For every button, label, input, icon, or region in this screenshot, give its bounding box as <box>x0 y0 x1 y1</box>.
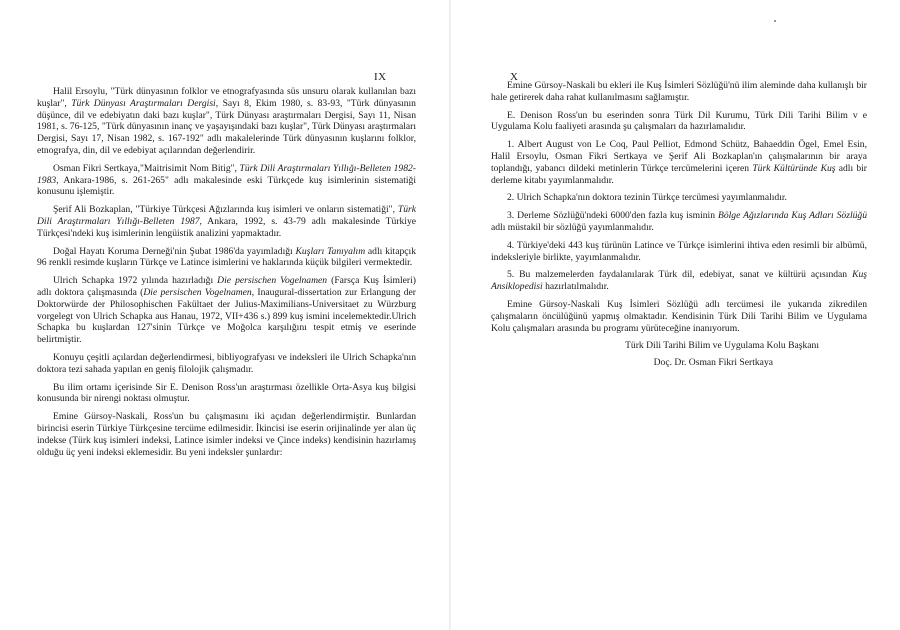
text-run: adlı bir derleme kitabı yayımlanmalıdır. <box>491 162 867 186</box>
italic-title: Kuşları Tanıyalım <box>295 245 366 257</box>
paragraph <box>491 110 867 134</box>
text-run: Ankara-1986, s. 261-265" adlı makalesinde eski Türkçede kuş isimlerinin sistematiği konusunu işlemiştir. <box>37 174 416 198</box>
paragraph <box>491 80 867 104</box>
paragraph <box>491 240 867 264</box>
text-run: adlı kitapçık 96 renkli resimde kuşların Türkçe ve Latince isimlerini ve haklarında küçük bilgileri vermektedir. <box>37 245 416 269</box>
paragraph <box>37 352 416 376</box>
paragraph <box>491 192 867 204</box>
text-run: Emine Gürsoy-Naskali, Ross'un bu çalışmasını iki açıdan değerlendirmiştir. Bunlardan birincisi eserin Türkiye Türkçesine tercüme edilmesidir. İkincisi ise eserin orijinalinde yer alan üç indekse (Türk kuş isimleri indeksi, Latince isimler indeksi ve Çince indeks) kendisinin hazırlamış olduğu üç yeni indeksi eklemesidir. Bu yeni indeksler şunlardır: <box>37 411 416 458</box>
text-run: Sayı 8, Ekim 1980, s. 83-93, "Türk dünyasının düşünce, dil ve edebiyatın daki bazı kuşlar", Türk Dünyası araştırmaları Dergisi, Sayı 11, Nisan 1981, s. 76-125, "Türk dünyasının inanç ve yaşayışındaki bazı kuşlar", Türk Dünyası araştırmaları Dergisi, Sayı 17, Nisan 1982, s. 167-192" adlı makalelerinde Türk dünyasının kuşlarını folklor, etnografya, din, dil ve edebiyat açılarından değerlendirir. <box>37 97 416 156</box>
text-run: 2. Ulrich Schapka'nın doktora tezinin Türkçe tercümesi yayımlanmalıdır. <box>507 192 787 204</box>
text-run: Halil Ersoylu, "Türk dünyasının folklor ve etnografyasında süs unsuru olarak kullanılan bazı kuşlar", <box>37 86 416 109</box>
text-run: Osman Fikri Sertkaya,"Maitrisimit Nom Bitig", <box>53 162 240 174</box>
text-run: 5. Bu malzemelerden faydalanılarak Türk dil, edebiyat, sanat ve kültürü açısından <box>507 269 853 281</box>
italic-title: Bölge Ağızlarında Kuş Adları Sözlüğü <box>717 210 868 222</box>
scan-speck <box>774 20 776 22</box>
text-run: Doğal Hayatı Koruma Derneği'nin Şubat 1986'da yayımladığı <box>53 245 296 257</box>
text-run: Bu ilim ortamı içerisinde Sir E. Denison Ross'un araştırması özellikle Orta-Asya kuş bilgisi konusunda bir nirengi noktası olmuştur. <box>37 381 416 405</box>
text-run: Şerif Ali Bozkaplan, "Türkiye Türkçesi Ağızlarında kuş isimleri ve onların sistematiği", <box>53 204 398 216</box>
paragraph <box>37 163 416 198</box>
paragraph <box>491 269 867 293</box>
page-number-left: IX <box>374 71 387 83</box>
signature-name: Doç. Dr. Osman Fikri Sertkaya <box>653 357 773 369</box>
right-page <box>450 0 900 630</box>
italic-title: Türk Dili Araştırmaları Yıllığı-Belleten 1982-1983, <box>37 162 416 186</box>
paragraph <box>491 299 867 334</box>
italic-title: Türk Kültüründe Kuş <box>752 162 836 174</box>
text-run: (Farsça Kuş İsimleri) adlı doktora çalışmasında ( <box>37 275 416 298</box>
text-run: Konuyu çeşitli açılardan değerlendirmesi, bibliyografyası ve indeksleri ile Ulrich Schapka'nın doktora tezi sahada yapılan en geniş filolojik çalışmadır. <box>37 351 416 375</box>
paragraph <box>491 210 867 234</box>
text-run: Ankara, 1992, s. 43-79 adlı makalesinde Türkiye Türkçesi'ndeki kuş isimlerinin lengüistik analizini yapmaktadır. <box>37 215 416 239</box>
text-run: Inaugural-dissertation zur Erlangung der Doktorwürde der Philosophischen Fakültaet der Julius-Maximilians-Universitaet zu Würzburg vorgelegt von Ulrich Schapka aus Hanau, 1972, VII+436 s.) 899 kuş ismini incelemektedir.Ulrich Schapka bu kuşlardan 127'sinin Türkçe ve Moğolca karşılığını tespit etmiş ve eserinde belirtmiştir. <box>37 286 416 346</box>
italic-title: Die persischen Vogelnamen <box>217 275 328 287</box>
italic-title: Türk Dünyası Araştırmaları Dergisi, <box>71 97 219 109</box>
signature-title: Türk Dili Tarihi Bilim ve Uygulama Kolu Başkanı <box>625 340 819 352</box>
italic-title: Kuş Ansiklopedisi <box>491 269 867 293</box>
right-page-text <box>491 80 867 374</box>
paragraph <box>37 204 416 239</box>
paragraph <box>37 275 416 346</box>
paragraph <box>37 382 416 406</box>
paragraph <box>491 139 867 186</box>
text-run: E. Denison Ross'un bu eserinden sonra Türk Dil Kurumu, Türk Dili Tarihi Bilim v e Uygulama Kolu faaliyeti arasında şu çalışmaları da hazırlamalıdır. <box>491 109 867 133</box>
text-run: Emine Gürsoy-Naskali Kuş İsimleri Sözlüğü adlı tercümesi ile yukarıda zikredilen çalışmaların öncülüğünü yapmış olmaktadır. Kendisinin Türk Dili Tarihi Bilim ve Uygulama Kolu çalışmaları arasında bu programı yürüteceğine inanıyorum. <box>491 298 867 334</box>
page-number-right: X <box>510 71 519 83</box>
italic-title: Die persischen Vogelnamen, <box>143 286 255 298</box>
text-run: 3. Derleme Sözlüğü'ndeki 6000'den fazla kuş isminin <box>507 210 718 222</box>
italic-title: Türk Dili Araştırmaları Yıllığı-Belleten 1987, <box>37 204 416 227</box>
text-run: adlı müstakil bir sözlüğü yayımlanmalıdır. <box>491 221 654 233</box>
paragraph <box>37 246 416 270</box>
text-run: Emine Gürsoy-Naskali bu ekleri ile Kuş İsimleri Sözlüğü'nü ilim aleminde daha kullanışlı bir hale getirerek daha rahat kullanılmasını sağlamıştır. <box>491 80 867 103</box>
text-run: 4. Türkiye'deki 443 kuş türünün Latince ve Türkçe isimlerini ihtiva eden resimli bir albümü, indeksleriyle birlikte, yayımlanmalıdır. <box>491 239 867 263</box>
left-page-text <box>37 86 416 464</box>
text-run: 1. Albert August von Le Coq, Paul Pelliot, Edmond Schütz, Bahaeddin Ögel, Emel Esin, Halil Ersoylu, Osman Fikri Sertkaya ve Şerif Ali Bozkaplan'ın çalışmalarının bir araya toplandığı, yabancı dildeki metinlerin Türkçe tercümelerini içeren <box>491 139 867 174</box>
text-run: Ulrich Schapka 1972 yılında hazırladığı <box>53 275 218 287</box>
paragraph <box>37 411 416 458</box>
text-run: hazırlatılmalıdır. <box>542 281 609 293</box>
paragraph <box>37 86 416 157</box>
